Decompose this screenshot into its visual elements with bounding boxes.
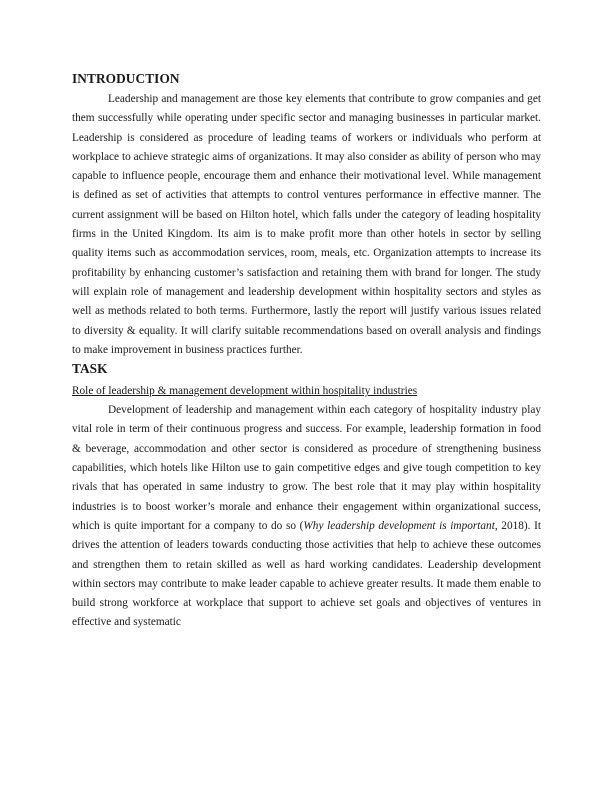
task-paragraph — [72, 401, 541, 633]
document-page — [72, 70, 541, 633]
task-heading: TASK — [72, 361, 108, 377]
citation-year: , 2018 — [494, 519, 524, 532]
task-paragraph-part2: ). It drives the attention of leaders towards conducting those activities that help to achieve these outcomes and strengthen them to retain skilled as well as hard working candidates. Leadership development within sectors may contribute to make leader capable to achieve greater results. It made them enable to build strong workforce at workplace that support to achieve set goals and objectives of ventures in effective and systematic — [72, 519, 542, 629]
introduction-paragraph: Leadership and management are those key elements that contribute to grow companies and get them successfully while operating under specific sector and managing businesses in particular market. Leadership is considered as procedure of leading teams of workers or individuals who perform at workplace to achieve strategic aims of organizations. It may also consider as ability of person who may capable to influence people, encourage them and enhance their motivational level. While management is defined as set of activities that attempts to control ventures performance in effective manner. The current assignment will be based on Hilton hotel, which falls under the category of leading hospitality firms in the United Kingdom. Its aim is to make profit more than other hotels in sector by selling quality items such as accommodation services, room, meals, etc. Organization attempts to increase its profitability by enhancing customer’s satisfaction and retaining them with brand for longer. The study will explain role of management and leadership development within hospitality sectors and styles as well as methods related to both terms. Furthermore, lastly the report will justify various issues related to diversity & equality. It will clarify suitable recommendations based on overall analysis and findings to make improvement in business practices further. — [72, 93, 541, 356]
task-paragraph-part1: Development of leadership and management within each category of hospitality industry play vital role in term of their continuous progress and success. For example, leadership formation in food & beverage, accommodation and other sector is considered as procedure of strengthening business capabilities, which hotels like Hilton use to gain competitive edges and give tough competition to key rivals that has operated in same industry to grow. The best role that it may play within hospitality industries is to boost worker’s morale and enhance their engagement within organizational success, which is quite important for a company to do so ( — [72, 404, 541, 532]
introduction-heading: INTRODUCTION — [72, 71, 180, 86]
task-subheading: Role of leadership & management development within hospitality industries — [72, 385, 418, 398]
citation-title: Why leadership development is important — [303, 519, 495, 532]
